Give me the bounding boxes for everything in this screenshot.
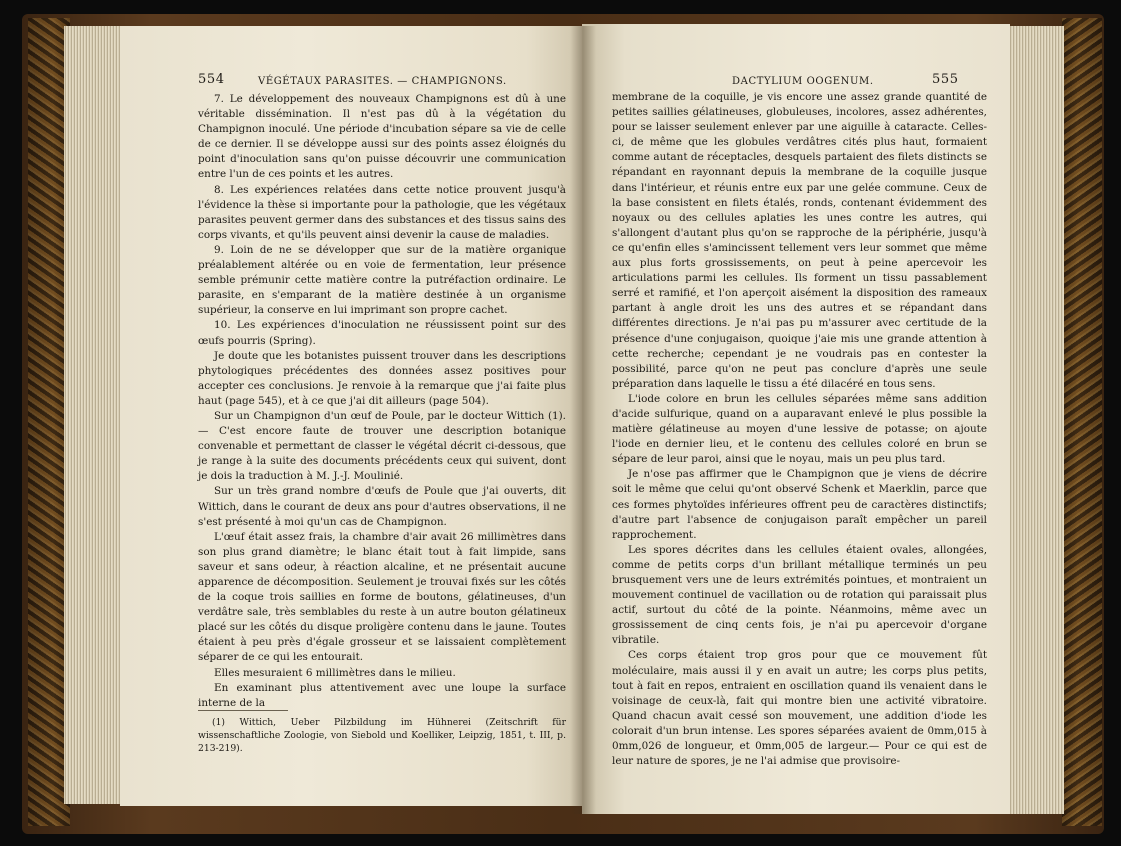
right-running-title: DACTYLIUM OOGENUM.: [732, 76, 874, 87]
paragraph: L'iode colore en brun les cellules séparées même sans addition d'acide sulfurique, quand on a auparavant enlevé le plus possible la matière gélatineuse au moyen d'une lessive de potasse; on ajoute l'iode en dernier lieu, et le contenu des cellules coloré en brun se sépare de leur paroi, ainsi que le noyau, mais un peu plus tard.: [612, 392, 987, 466]
paragraph: Je doute que les botanistes puissent trouver dans les descriptions phytologiques précédentes des données assez positives pour accepter ces conclusions. Je renvoie à la remarque que j'ai faite plus haut (page 545), et à ce que j'ai dit ailleurs (page 504).: [198, 349, 566, 407]
footnote-rule: [198, 710, 288, 711]
right-page: [582, 24, 1010, 814]
footnote: [198, 716, 566, 755]
paragraph: L'œuf était assez frais, la chambre d'air avait 26 millimètres dans son plus grand diamètre; le blanc était tout à fait limpide, sans saveur et sans odeur, à réaction alcaline, et ne présentait aucune apparence de décomposition. Seulement je trouvai fixés sur les côtés de la coque trois saillies en forme de boutons, gélatineuses, d'un verdâtre sale, très semblables du reste à un autre bouton gélatineux placé sur les côtés du disque proligère contenu dans le jaune. Toutes étaient à peu près d'égale grosseur et se laissaient complètement séparer de ce qui les entourait.: [198, 530, 566, 664]
paragraph: Ces corps étaient trop gros pour que ce mouvement fût moléculaire, mais aussi il y en avait un autre; les corps plus petits, tout à fait en repos, entraient en oscillation quand ils venaient dans le voisinage de ceux-là, fait qui montre bien une activité vibratoire. Quand chacun avait cessé son mouvement, une addition d'iode les colorait d'un brun intense. Les spores séparées avaient de 0mm,015 à 0mm,026 de longueur, et 0mm,005 de largeur.— Pour ce qui est de leur nature de spores, je ne l'ai admise que provisoire-: [612, 649, 987, 768]
paragraph: Sur un Champignon d'un œuf de Poule, par le docteur Wittich (1). — C'est encore faute de trouver une description botanique convenable et permettant de classer le végétal décrit ci-dessous, que je range à la suite des documents précédents ceux qui suivent, dont je dois la traduction à M. J.-J. Moulinié.: [198, 409, 566, 483]
paragraph: 7. Le développement des nouveaux Champignons est dû à une véritable dissémination. Il n'est pas dû à la végétation du Champignon inoculé. Une période d'incubation sépare sa vie de celle de ce dernier. Il se développe aussi sur des points assez éloignés du point d'inoculation sans qu'on puisse découvrir une communication entre l'un de ces points et les autres.: [198, 93, 566, 181]
right-page-number: 555: [932, 72, 959, 87]
footnote-text: (1) Wittich, Ueber Pilzbildung im Hühnerei (Zeitschrift für wissenschaftliche Zoologie, von Siebold und Koelliker, Leipzig, 1851, t. III, p. 213-219).: [198, 717, 566, 754]
left-running-title: VÉGÉTAUX PARASITES. — CHAMPIGNONS.: [258, 76, 507, 87]
left-page-number: 554: [198, 72, 225, 87]
left-page-body: [198, 92, 566, 711]
paragraph: 9. Loin de ne se développer que sur de la matière organique préalablement altérée ou en voie de fermentation, leur présence semble prémunir cette matière contre la putréfaction ordinaire. Le parasite, en s'emparant de la matière destinée à un organisme supérieur, la conserve en lui imprimant son propre cachet.: [198, 243, 566, 317]
page-edges-left: [64, 26, 126, 804]
marbled-board-right: [1062, 18, 1102, 826]
book-gutter: [570, 26, 596, 814]
paragraph: En examinant plus attentivement avec une loupe la surface interne de la: [198, 681, 566, 709]
left-page: [120, 26, 582, 806]
page-edges-right: [1006, 26, 1064, 814]
right-page-body: [612, 90, 987, 769]
paragraph: 8. Les expériences relatées dans cette notice prouvent jusqu'à l'évidence la thèse si importante pour la pathologie, que les végétaux parasites peuvent germer dans des substances et des tissus sains des corps vivants, et qu'ils peuvent ainsi devenir la cause de maladies.: [198, 183, 566, 241]
paragraph: 10. Les expériences d'inoculation ne réussissent point sur des œufs pourris (Spring).: [198, 319, 566, 347]
paragraph: Les spores décrites dans les cellules étaient ovales, allongées, comme de petits corps d'un brillant métallique terminés un peu brusquement vers une de leurs extrémités pointues, et montraient un mouvement continuel de vacillation ou de rotation qui paraissait plus actif, surtout du côté de la pointe. Néanmoins, même avec un grossissement de cinq cents fois, je n'ai pu apercevoir d'organe vibratile.: [612, 543, 987, 647]
paragraph: Elles mesuraient 6 millimètres dans le milieu.: [214, 666, 456, 679]
paragraph: Je n'ose pas affirmer que le Champignon que je viens de décrire soit le même que celui qu'ont observé Schenk et Maerklin, parce que ces formes phytoïdes inférieures offrent peu de caractères distinctifs; d'autre part l'absence de conjugaison paraît empêcher un pareil rapprochement.: [612, 468, 987, 541]
paragraph: Sur un très grand nombre d'œufs de Poule que j'ai ouverts, dit Wittich, dans le courant de deux ans pour d'autres observations, il ne s'est présenté à moi qu'un cas de Champignon.: [198, 485, 566, 528]
paragraph: membrane de la coquille, je vis encore une assez grande quantité de petites saillies gélatineuses, globuleuses, incolores, assez adhérentes, pour se laisser seulement enlever par une aiguille à cataracte. Celles-ci, de même que les globules verdâtres cités plus haut, formaient comme autant de réceptacles, desquels partaient des filets distincts se répandant en rayonnant depuis la membrane de la coquille jusque dans l'intérieur, et réunis entre eux par une gelée commune. Ceux de la base consistent en filets étalés, ronds, contenant évidemment des noyaux ou des cellules aplaties les unes contre les autres, qui s'allongent d'autant plus qu'on se rapproche de la périphérie, jusqu'à ce qu'enfin elles s'amincissent tellement vers leur sommet que même aux plus forts grossissements, on peut à peine apercevoir les articulations parmi les cellules. Ils forment un tissu passablement serré et ramifié, et l'on aperçoit aisément la disposition des rameaux partant à angle droit les uns des autres et se répandant dans différentes directions. Je n'ai pas pu m'assurer avec certitude de la présence d'une conjugaison, quoique j'aie mis une grande attention à cette recherche; cependant je ne voudrais pas en contester la possibilité, parce qu'on ne peut pas conclure d'après une seule préparation dans laquelle le tissu a été dilacéré en tous sens.: [612, 91, 987, 390]
